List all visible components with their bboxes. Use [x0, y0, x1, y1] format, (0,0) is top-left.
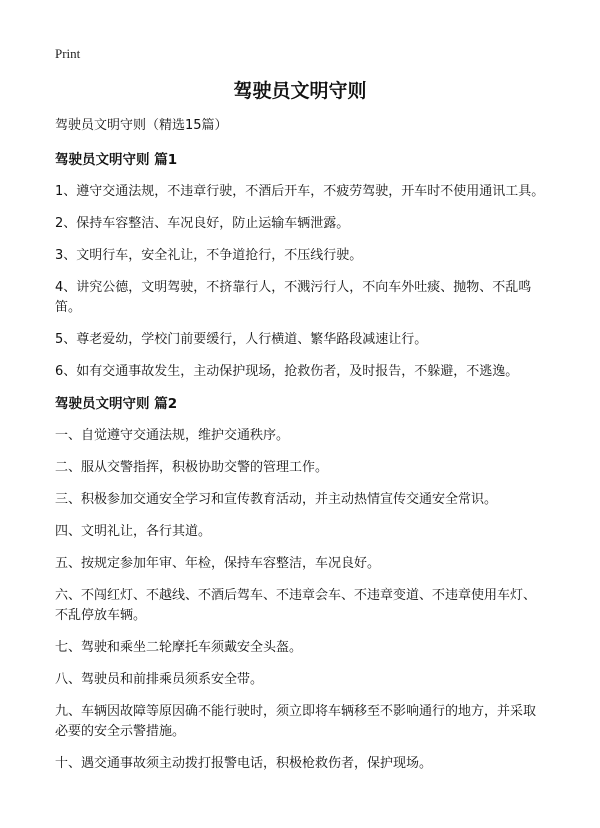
paragraph: 1、遵守交通法规，不违章行驶，不酒后开车，不疲劳驾驶，开车时不使用通讯工具。 — [55, 184, 545, 199]
paragraph: 4、讲究公德，文明驾驶，不挤靠行人，不溅污行人，不向车外吐痰、抛物、不乱鸣笛。 — [55, 280, 532, 315]
paragraph: 十、遇交通事故须主动拨打报警电话，积极枪救伤者，保护现场。 — [55, 756, 433, 771]
section-heading: 驾驶员文明守则 篇2 — [55, 396, 178, 412]
paragraph: 2、保持车容整洁、车况良好，防止运输车辆泄露。 — [55, 216, 350, 231]
print-label: Print — [55, 46, 81, 61]
paragraph: 七、驾驶和乘坐二轮摩托车须戴安全头盔。 — [55, 640, 303, 655]
paragraph: 二、服从交警指挥，积极协助交警的管理工作。 — [55, 460, 329, 475]
section-heading: 驾驶员文明守则 篇1 — [55, 152, 178, 168]
paragraph: 五、按规定参加年审、年检，保持车容整洁，车况良好。 — [55, 556, 381, 571]
paragraph: 九、车辆因故障等原因确不能行驶时，须立即将车辆移至不影响通行的地方，并采取必要的安全示警措施。 — [55, 704, 537, 739]
paragraph: 三、积极参加交通安全学习和宣传教育活动，并主动热情宣传交通安全常识。 — [55, 492, 498, 507]
paragraph: 6、如有交通事故发生，主动保护现场，抢救伤者，及时报告，不躲避，不逃逸。 — [55, 364, 519, 379]
paragraph: 六、不闯红灯、不越线、不酒后驾车、不违章会车、不违章变道、不违章使用车灯、不乱停放车辆。 — [55, 588, 537, 623]
document-subtitle: 驾驶员文明守则（精选15篇） — [55, 118, 228, 133]
document-body — [55, 116, 547, 786]
section-1 — [55, 150, 547, 382]
section-2 — [55, 394, 547, 774]
paragraph: 一、自觉遵守交通法规，维护交通秩序。 — [55, 428, 290, 443]
paragraph: 四、文明礼让，各行其道。 — [55, 524, 212, 539]
document-title: 驾驶员文明守则 — [233, 80, 367, 102]
paragraph: 5、尊老爱幼，学校门前要缓行，人行横道、繁华路段减速让行。 — [55, 332, 428, 347]
paragraph: 3、文明行车，安全礼让，不争道抢行，不压线行驶。 — [55, 248, 363, 263]
paragraph: 八、驾驶员和前排乘员须系安全带。 — [55, 672, 264, 687]
